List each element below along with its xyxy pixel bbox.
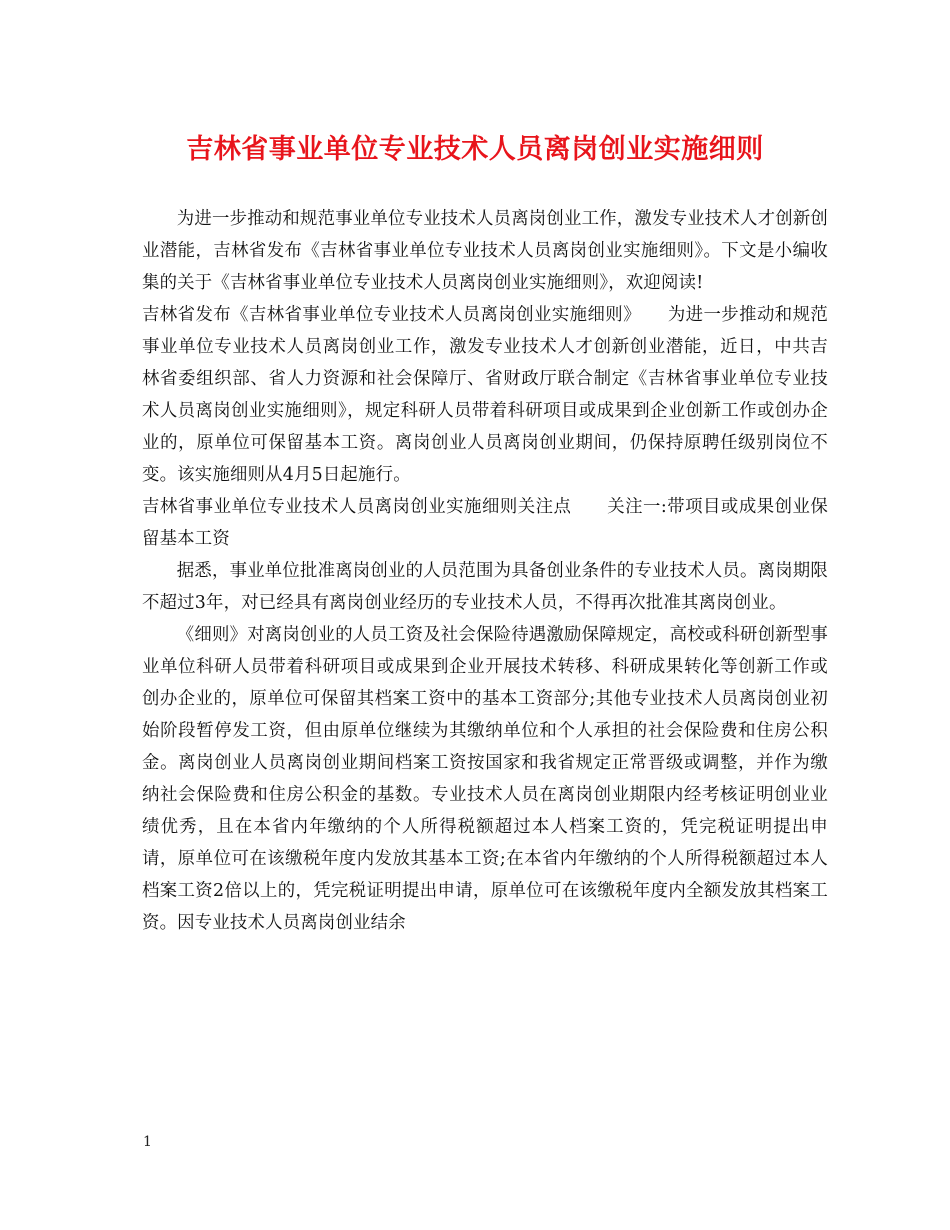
page-number: 1 xyxy=(143,1134,152,1150)
document-title: 吉林省事业单位专业技术人员离岗创业实施细则 xyxy=(186,134,764,165)
paragraph-focus-heading: 吉林省事业单位专业技术人员离岗创业实施细则关注点 关注一:带项目或成果创业保留基本工资 xyxy=(142,497,828,549)
paragraph-scope: 据悉，事业单位批准离岗创业的人员范围为具备创业条件的专业技术人员。离岗期限不超过3年，对已经具有离岗创业经历的专业技术人员，不得再次批准其离岗创业。 xyxy=(142,561,828,613)
paragraph-salary-rules: 《细则》对离岗创业的人员工资及社会保险待遇激励保障规定，高校或科研创新型事业单位科研人员带着科研项目或成果到企业开展技术转移、科研成果转化等创新工作或创办企业的，原单位可保留其档案工资中的基本工资部分;其他专业技术人员离岗创业初始阶段暂停发工资，但由原单位继续为其缴纳单位和个人承担的社会保险费和住房公积金。离岗创业人员离岗创业期间档案工资按国家和我省规定正常晋级或调整，并作为缴纳社会保险费和住房公积金的基数。专业技术人员在离岗创业期限内经考核证明创业业绩优秀，且在本省内年缴纳的个人所得税额超过本人档案工资的，凭完税证明提出申请，原单位可在该缴税年度内发放其基本工资;在本省内年缴纳的个人所得税额超过本人档案工资2倍以上的，凭完税证明提出申请，原单位可在该缴税年度内全额发放其档案工资。因专业技术人员离岗创业结余 xyxy=(142,625,828,933)
paragraph-announcement: 吉林省发布《吉林省事业单位专业技术人员离岗创业实施细则》 为进一步推动和规范事业单位专业技术人员离岗创业工作，激发专业技术人才创新创业潜能，近日，中共吉林省委组织部、省人力资源和社会保障厅、省财政厅联合制定《吉林省事业单位专业技术人员离岗创业实施细则》，规定科研人员带着科研项目或成果到企业创新工作或创办企业的，原单位可保留基本工资。离岗创业人员离岗创业期间，仍保持原聘任级别岗位不变。该实施细则从4月5日起施行。 xyxy=(142,305,828,485)
paragraph-intro: 为进一步推动和规范事业单位专业技术人员离岗创业工作，激发专业技术人才创新创业潜能，吉林省发布《吉林省事业单位专业技术人员离岗创业实施细则》。下文是小编收集的关于《吉林省事业单位专业技术人员离岗创业实施细则》，欢迎阅读! xyxy=(142,209,828,293)
document-body xyxy=(142,203,828,939)
